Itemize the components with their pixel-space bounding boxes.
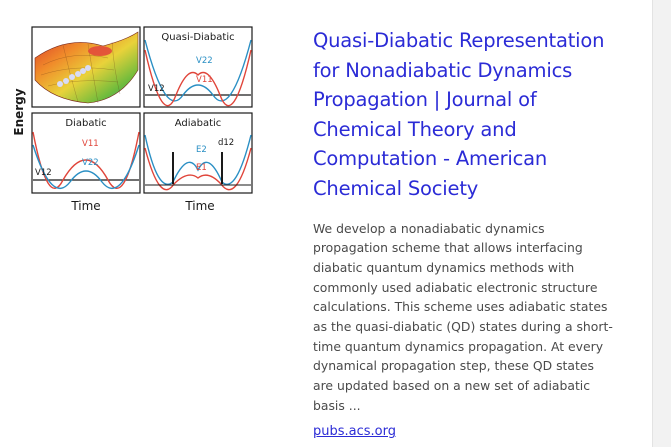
adiabatic-title: Adiabatic <box>174 118 222 129</box>
quasi-v22-label: V22 <box>196 56 213 66</box>
diabatic-v22-label: V22 <box>82 158 99 168</box>
article-thumbnail[interactable] <box>8 20 258 220</box>
source-link[interactable]: pubs.acs.org <box>313 424 396 439</box>
surface-panel <box>32 27 140 107</box>
result-text <box>313 26 613 416</box>
quasi-diabatic-panel <box>144 27 252 107</box>
vertical-scrollbar[interactable] <box>652 0 671 447</box>
quasi-v12-label: V12 <box>148 84 165 94</box>
diabatic-v11-label: V11 <box>82 139 99 149</box>
adiabatic-panel <box>144 113 252 193</box>
result-title-link[interactable]: Quasi-Diabatic Representation for Nonadiabatic Dynamics Propagation | Journal of Chemical Theory and Computation - American Chemical Society <box>313 29 605 200</box>
time-axis-label-right: Time <box>185 199 215 213</box>
quasi-v11-label: V11 <box>196 75 213 85</box>
result-description: We develop a nonadiabatic dynamics propagation scheme that allows interfacing diabatic quantum dynamics methods with commonly used adiabatic electronic structure calculations. This scheme uses adiabatic states as the quasi-diabatic (QD) states during a short-time quantum dynamics propagation. At every dynamical propagation step, these QD states are updated based on a new set of adiabatic basis ... <box>313 220 613 413</box>
time-axis-label-left: Time <box>71 199 101 213</box>
adiabatic-e2-label: E2 <box>196 145 207 155</box>
energy-axis-label: Energy <box>12 88 26 136</box>
diabatic-v12-label: V12 <box>35 168 52 178</box>
quasi-diabatic-title: Quasi-Diabatic <box>161 32 235 43</box>
diabatic-title: Diabatic <box>65 118 107 129</box>
adiabatic-e1-label: E1 <box>196 163 207 173</box>
diabatic-panel <box>32 113 140 193</box>
adiabatic-d12-label: d12 <box>218 138 235 148</box>
